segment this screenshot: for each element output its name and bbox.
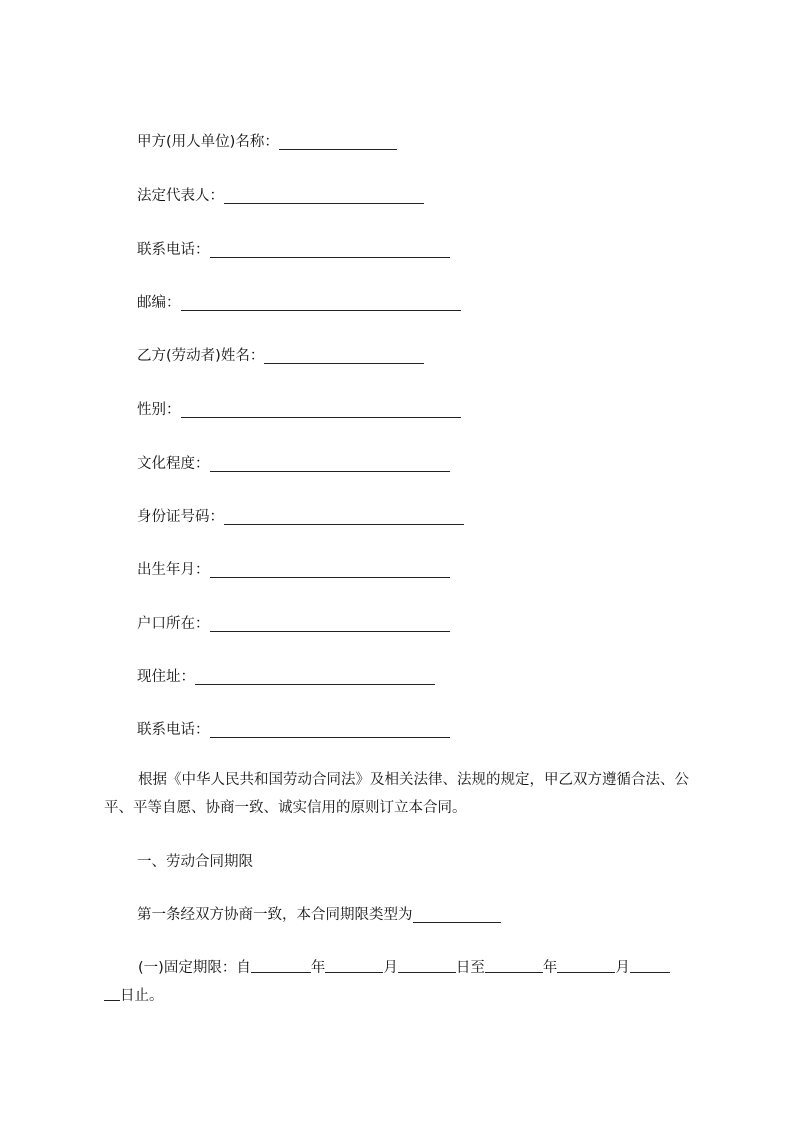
- field-employee-phone: [137, 720, 450, 740]
- blank-line[interactable]: [630, 957, 670, 973]
- field-current-address: [137, 667, 435, 687]
- field-label: 联系电话：: [137, 242, 210, 258]
- field-label: 性别：: [137, 402, 181, 418]
- blank-line[interactable]: [181, 295, 461, 311]
- field-gender: [137, 400, 461, 420]
- field-label: 出生年月：: [137, 562, 210, 578]
- field-id-number: [137, 507, 464, 527]
- blank-line[interactable]: [104, 985, 120, 1001]
- blank-line[interactable]: [264, 348, 424, 364]
- intro-text: 根据《中华人民共和国劳动合同法》及相关法律、法规的规定，甲乙双方遵循合法、公平、平等自愿、协商一致、诚实信用的原则订立本合同。: [104, 772, 689, 816]
- article-1: [137, 905, 501, 925]
- blank-line[interactable]: [224, 188, 424, 204]
- blank-line[interactable]: [485, 957, 543, 973]
- section-title: [137, 852, 253, 872]
- month-label: 月: [383, 960, 398, 976]
- field-household-registration: [137, 614, 450, 634]
- field-employer-name: [137, 132, 397, 152]
- field-employee-name: [137, 346, 424, 366]
- field-legal-representative: [137, 186, 424, 206]
- year-label: 年: [542, 960, 558, 976]
- field-label: 法定代表人：: [137, 188, 224, 204]
- blank-line[interactable]: [195, 669, 435, 685]
- blank-line[interactable]: [557, 957, 615, 973]
- field-employer-phone: [137, 240, 450, 260]
- blank-line[interactable]: [224, 509, 464, 525]
- year-label: 年: [310, 960, 326, 976]
- blank-line[interactable]: [279, 134, 397, 150]
- field-label: 甲方(用人单位)名称：: [137, 134, 279, 150]
- blank-line[interactable]: [181, 402, 461, 418]
- end-label: 日止。: [120, 988, 164, 1004]
- blank-line[interactable]: [210, 456, 450, 472]
- field-label: 邮编：: [137, 295, 181, 311]
- field-label: 联系电话：: [137, 722, 210, 738]
- field-education: [137, 454, 450, 474]
- blank-line[interactable]: [210, 616, 450, 632]
- section-1-title: 一、劳动合同期限: [137, 854, 253, 870]
- intro-paragraph: [104, 766, 704, 822]
- day-label: 日至: [455, 960, 485, 976]
- field-birth-date: [137, 560, 450, 580]
- blank-line[interactable]: [398, 957, 456, 973]
- blank-line[interactable]: [413, 907, 501, 923]
- field-label: 身份证号码：: [137, 509, 224, 525]
- blank-line[interactable]: [251, 957, 311, 973]
- field-label: 文化程度：: [137, 456, 210, 472]
- field-label: 户口所在：: [137, 616, 210, 632]
- fixed-term-prefix: (一)固定期限：自: [138, 960, 251, 976]
- field-label: 乙方(劳动者)姓名：: [137, 348, 265, 364]
- month-label: 月: [615, 960, 630, 976]
- blank-line[interactable]: [210, 242, 450, 258]
- blank-line[interactable]: [325, 957, 383, 973]
- field-postcode: [137, 293, 461, 313]
- blank-line[interactable]: [210, 722, 450, 738]
- article-1-text: 第一条经双方协商一致，本合同期限类型为: [137, 907, 413, 923]
- field-label: 现住址：: [137, 669, 195, 685]
- fixed-term-paragraph: [104, 954, 704, 1010]
- blank-line[interactable]: [210, 562, 450, 578]
